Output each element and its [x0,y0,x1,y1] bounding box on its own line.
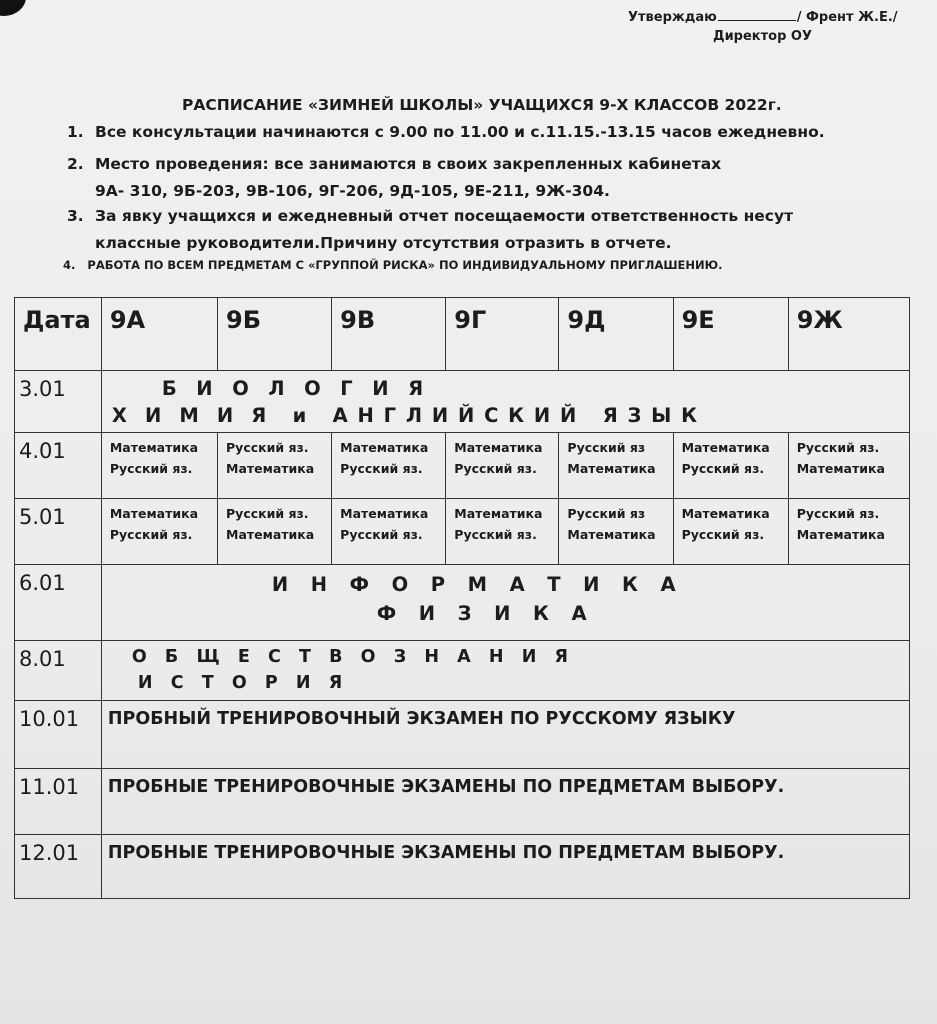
subject-1: Математика [681,440,770,455]
subject-1: Русский яз [567,506,646,521]
schedule-table [14,297,910,899]
subject-1: Русский яз. [796,440,880,455]
subject-2: Русский яз. [681,527,765,542]
table-row [15,565,910,641]
subject-2: Математика [567,461,656,476]
note-2 [67,155,721,173]
approve-name: / Френт Ж.Е./ [796,10,898,25]
approval-line [628,8,898,25]
subject-2: Математика [567,527,656,542]
note-4 [63,258,723,272]
subject-2: Русский яз. [340,461,423,476]
subject-2: Русский яз. [109,461,193,476]
note-text: РАБОТА ПО ВСЕМ ПРЕДМЕТАМ С «ГРУППОЙ РИСКА» ПО ИНДИВИДУАЛЬНОМУ ПРИГЛАШЕНИЮ. [87,258,723,272]
merged-subject-cell [101,641,909,701]
class-cell [446,499,559,565]
signature-blank [718,8,796,21]
note-3 [67,207,793,225]
class-cell [559,433,673,499]
class-cell [673,499,788,565]
subject-1: Математика [340,506,429,521]
merged-subject-cell [101,565,909,641]
row-date: 6.01 [15,565,102,641]
exam-cell: ПРОБНЫЕ ТРЕНИРОВОЧНЫЕ ЭКЗАМЕНЫ ПО ПРЕДМЕТАМ ВЫБОРУ. [101,769,909,835]
note-number: 3. [67,207,84,225]
exam-cell: ПРОБНЫЕ ТРЕНИРОВОЧНЫЕ ЭКЗАМЕНЫ ПО ПРЕДМЕТАМ ВЫБОРУ. [101,835,909,899]
dark-corner-object [0,0,26,16]
table-row [15,769,910,835]
table-row [15,641,910,701]
class-cell [673,433,788,499]
note-1 [67,123,825,141]
subject-2: Русский яз. [454,461,537,476]
subject-2: Математика [796,527,885,542]
document-title: РАСПИСАНИЕ «ЗИМНЕЙ ШКОЛЫ» УЧАЩИХСЯ 9-Х КЛАССОВ 2022г. [182,96,782,114]
class-cell [559,499,673,565]
subject-1: Русский яз. [226,440,309,455]
class-cell [332,433,446,499]
subject-2: Математика [226,527,315,542]
subject-1: Математика [454,440,543,455]
row-date: 3.01 [15,371,102,433]
row-date: 10.01 [15,701,102,769]
table-row [15,499,910,565]
subject-line-1: И Н Ф О Р М А Т И К А [271,573,679,596]
subject-1: Математика [340,440,429,455]
note-3-line2: классные руководители.Причину отсутствия отразить в отчете. [95,234,672,252]
subject-line-1: Б И О Л О Г И Я [161,377,426,400]
table-row [15,701,910,769]
class-cell [218,433,332,499]
note-text: За явку учащихся и ежедневный отчет посещаемости ответственность несут [95,207,794,225]
table-row [15,835,910,899]
row-date: 8.01 [15,641,102,701]
header-date: Дата [15,298,102,371]
director-title: Директор ОУ [713,29,813,44]
subject-2: Математика [796,461,885,476]
table-row [15,371,910,433]
subject-1: Математика [454,506,543,521]
class-cell [101,433,217,499]
class-cell [788,433,909,499]
note-number: 2. [67,155,84,173]
class-cell [101,499,217,565]
note-2-line2: 9А- 310, 9Б-203, 9В-106, 9Г-206, 9Д-105, 9Е-211, 9Ж-304. [95,182,610,200]
subject-line-2: И С Т О Р И Я [137,673,345,693]
note-number: 4. [63,258,76,272]
header-9zh: 9Ж [788,298,909,371]
note-text: Все консультации начинаются с 9.00 по 11.00 и с.11.15.-13.15 часов ежедневно. [95,123,825,141]
note-text: Место проведения: все занимаются в своих закрепленных кабинетах [95,155,722,173]
header-9e: 9Е [673,298,788,371]
row-date: 12.01 [15,835,102,899]
subject-2: Математика [226,461,315,476]
row-date: 11.01 [15,769,102,835]
header-9a: 9А [101,298,217,371]
header-9v: 9В [332,298,446,371]
header-9g: 9Г [446,298,559,371]
subject-line-2: Х И М И Я и А Н Г Л И Й С К И Й Я З Ы К [111,404,699,427]
merged-subject-cell [101,371,909,433]
subject-1: Математика [109,506,199,521]
subject-1: Русский яз. [226,506,309,521]
class-cell [788,499,909,565]
subject-1: Русский яз [567,440,646,455]
header-9b: 9Б [218,298,332,371]
subject-line-1: О Б Щ Е С Т В О З Н А Н И Я [131,647,571,667]
table-header-row [15,298,910,371]
row-date: 4.01 [15,433,102,499]
subject-1: Математика [109,440,199,455]
class-cell [218,499,332,565]
row-date: 5.01 [15,499,102,565]
table-row [15,433,910,499]
approve-label: Утверждаю [628,10,717,25]
subject-2: Русский яз. [340,527,423,542]
subject-1: Математика [681,506,770,521]
subject-line-2: Ф И З И К А [376,602,590,625]
exam-cell: ПРОБНЫЙ ТРЕНИРОВОЧНЫЙ ЭКЗАМЕН ПО РУССКОМУ ЯЗЫКУ [101,701,909,769]
header-9d: 9Д [559,298,673,371]
subject-2: Русский яз. [681,461,765,476]
class-cell [332,499,446,565]
class-cell [446,433,559,499]
subject-2: Русский яз. [109,527,193,542]
note-number: 1. [67,123,84,141]
subject-1: Русский яз. [796,506,880,521]
subject-2: Русский яз. [454,527,537,542]
